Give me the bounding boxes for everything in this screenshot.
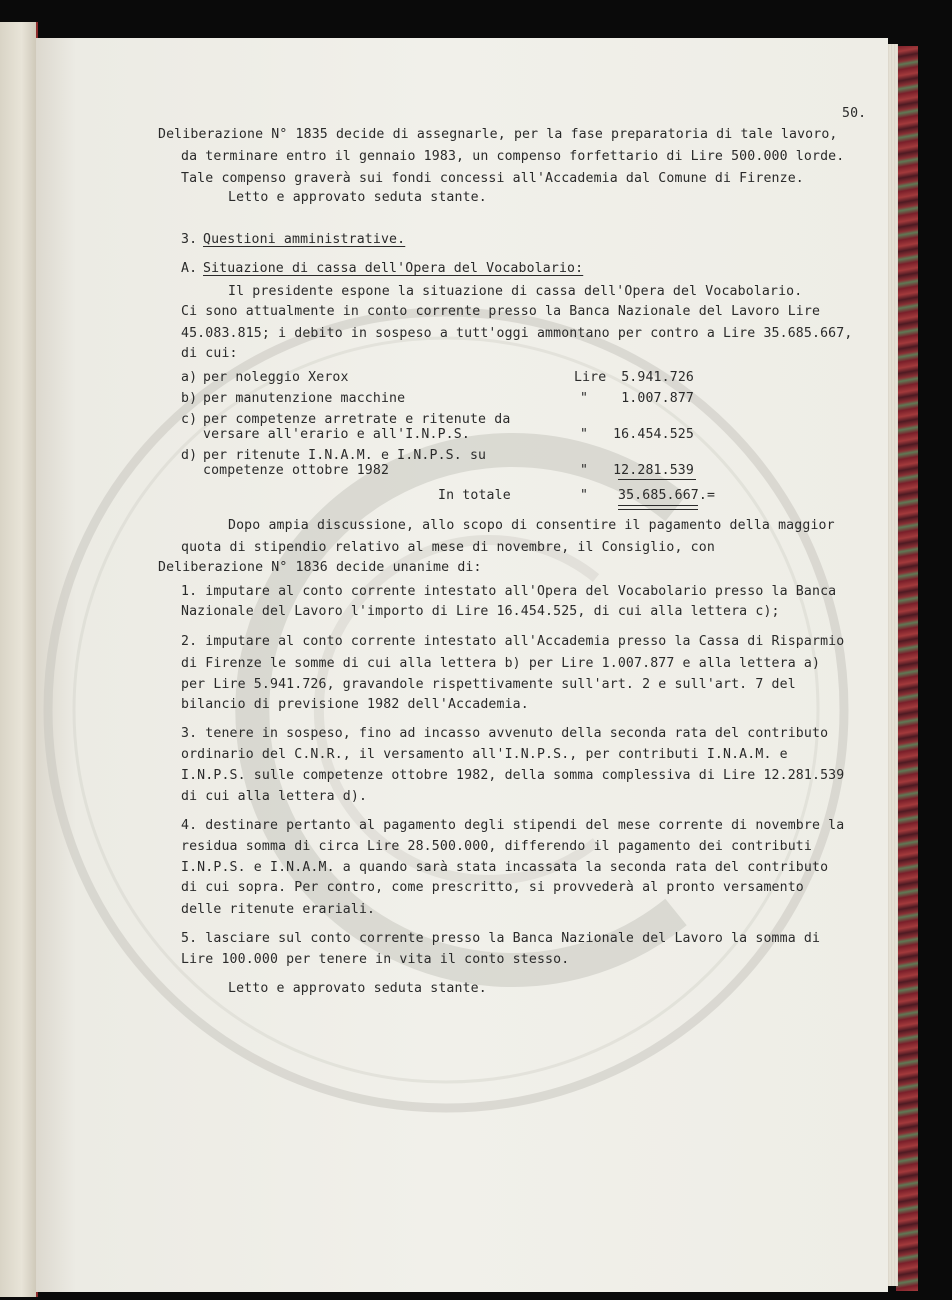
list-item: ordinario del C.N.R., il versamento all'I.N.P.S., per contributi I.N.A.M. e	[181, 747, 788, 762]
section-title: Questioni amministrative.	[203, 232, 406, 247]
debt-amount: 12.281.539	[613, 463, 694, 478]
debt-description: per noleggio Xerox	[203, 370, 349, 385]
intro-line: Deliberazione N° 1835 decide di assegnarle, per la fase preparatoria di tale lavoro,	[158, 127, 838, 142]
list-item: 3. tenere in sospeso, fino ad incasso avvenuto della seconda rata del contributo	[181, 726, 829, 741]
total-amount: 35.685.667.=	[618, 488, 716, 503]
list-item: 2. imputare al conto corrente intestato all'Accademia presso la Cassa di Risparmio	[181, 634, 845, 649]
debt-description: per manutenzione macchine	[203, 391, 406, 406]
paragraph-line: Ci sono attualmente in conto corrente presso la Banca Nazionale del Lavoro Lire	[181, 304, 821, 319]
paragraph-line: 45.083.815; i debito in sospeso a tutt'oggi ammontano per contro a Lire 35.685.667,	[181, 326, 853, 341]
document-page	[36, 38, 888, 1292]
subsection-title: Situazione di cassa dell'Opera del Vocabolario:	[203, 261, 584, 276]
list-item: di cui alla lettera d).	[181, 789, 368, 804]
list-item: 4. destinare pertanto al pagamento degli stipendi del mese corrente di novembre la	[181, 818, 845, 833]
debt-unit: "	[580, 427, 589, 442]
left-page-edge	[0, 22, 38, 1297]
list-item: bilancio di previsione 1982 dell'Accademia.	[181, 697, 529, 712]
debt-unit: "	[580, 463, 589, 478]
page-number: 50.	[842, 106, 867, 121]
debt-label: b)	[181, 391, 198, 406]
list-item: I.N.P.S. e I.N.A.M. a quando sarà stata incassata la seconda rata del contributo	[181, 860, 829, 875]
list-item: 5. lasciare sul conto corrente presso la Banca Nazionale del Lavoro la somma di	[181, 931, 821, 946]
intro-line: Tale compenso graverà sui fondi concessi all'Accademia dal Comune di Firenze.	[181, 171, 804, 186]
intro-approval: Letto e approvato seduta stante.	[228, 190, 487, 205]
debt-amount: 1.007.877	[621, 391, 694, 406]
list-item: residua somma di circa Lire 28.500.000, differendo il pagamento dei contributi	[181, 839, 812, 854]
debt-description: per competenze arretrate e ritenute da	[203, 412, 511, 427]
paragraph-line: Dopo ampia discussione, allo scopo di consentire il pagamento della maggior	[228, 518, 835, 533]
list-item: per Lire 5.941.726, gravandole rispettivamente sull'art. 2 e sull'art. 7 del	[181, 677, 796, 692]
sum-rule	[618, 479, 696, 480]
paragraph-line: quota di stipendio relativo al mese di novembre, il Consiglio, con	[181, 540, 715, 555]
total-double-rule	[618, 505, 698, 510]
debt-description: competenze ottobre 1982	[203, 463, 390, 478]
subsection-letter: A.	[181, 261, 198, 276]
paragraph-line: di cui:	[181, 346, 238, 361]
debt-label: a)	[181, 370, 198, 385]
intro-line: da terminare entro il gennaio 1983, un compenso forfettario di Lire 500.000 lorde.	[181, 149, 845, 164]
debt-label: d)	[181, 448, 198, 463]
debt-description: per ritenute I.N.A.M. e I.N.P.S. su	[203, 448, 487, 463]
list-item: 1. imputare al conto corrente intestato all'Opera del Vocabolario presso la Banca	[181, 584, 837, 599]
debt-unit: "	[580, 391, 589, 406]
list-item: di Firenze le somme di cui alla lettera b) per Lire 1.007.877 e alla lettera a)	[181, 656, 821, 671]
debt-amount: 5.941.726	[621, 370, 694, 385]
list-item: I.N.P.S. sulle competenze ottobre 1982, della somma complessiva di Lire 12.281.539	[181, 768, 845, 783]
total-unit: "	[580, 488, 589, 503]
paragraph-line: Deliberazione N° 1836 decide unanime di:	[158, 560, 482, 575]
closing-approval: Letto e approvato seduta stante.	[228, 981, 487, 996]
list-item: di cui sopra. Per contro, come prescritto, si provvederà al pronto versamento	[181, 880, 804, 895]
debt-unit: Lire	[574, 370, 607, 385]
section-number: 3.	[181, 232, 198, 247]
list-item: Lire 100.000 per tenere in vita il conto stesso.	[181, 952, 570, 967]
debt-amount: 16.454.525	[613, 427, 694, 442]
total-label: In totale	[438, 488, 511, 503]
list-item: Nazionale del Lavoro l'importo di Lire 16.454.525, di cui alla lettera c);	[181, 604, 780, 619]
debt-label: c)	[181, 412, 198, 427]
paragraph-line: Il presidente espone la situazione di cassa dell'Opera del Vocabolario.	[228, 284, 803, 299]
list-item: delle ritenute erariali.	[181, 902, 376, 917]
book-cover-edge	[896, 46, 918, 1291]
debt-description: versare all'erario e all'I.N.P.S.	[203, 427, 470, 442]
